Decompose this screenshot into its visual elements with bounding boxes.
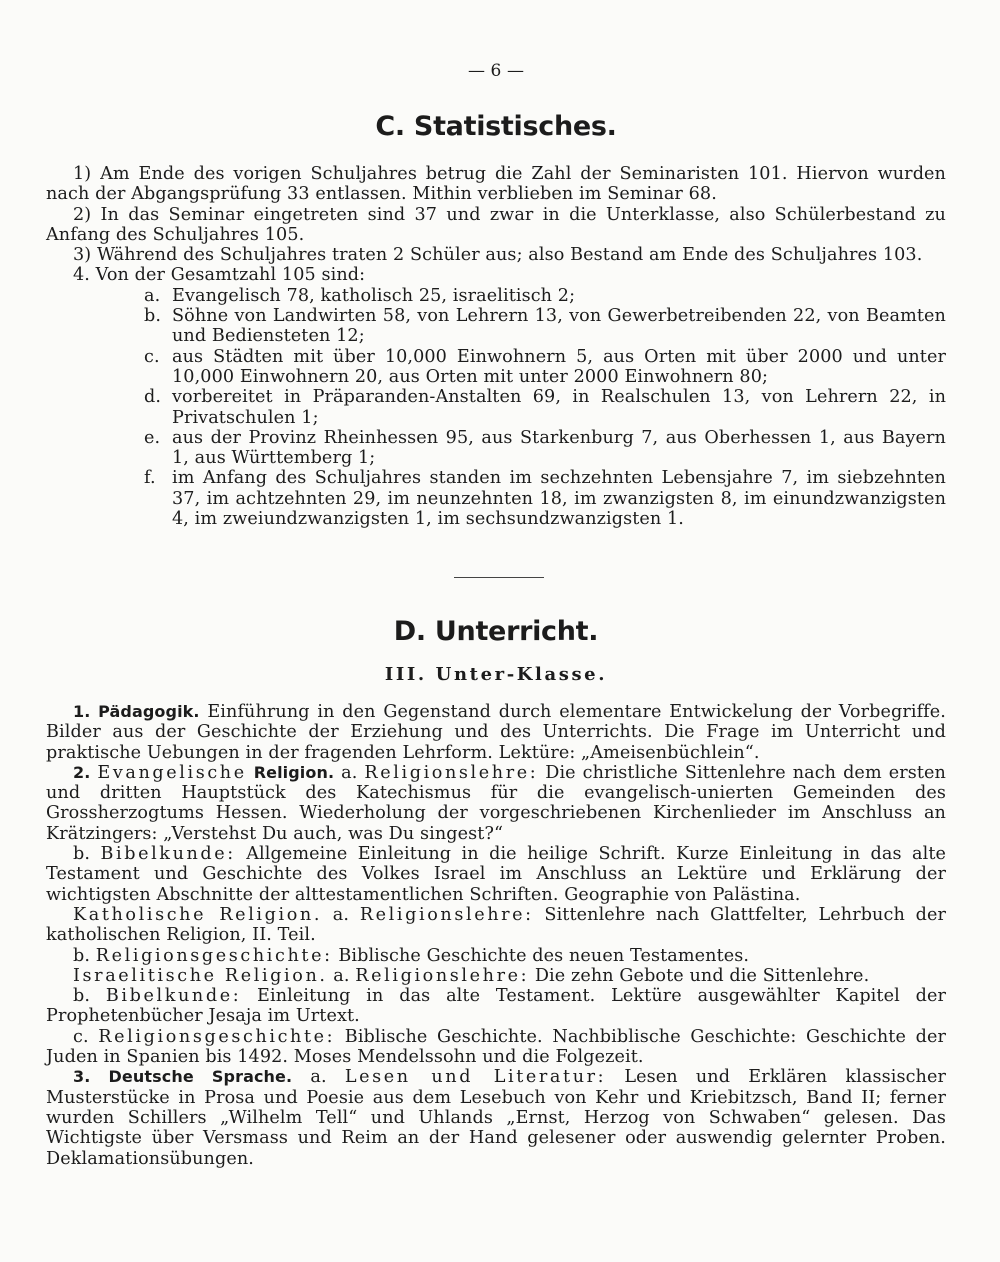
katholisch-text: Sittenlehre nach Glattfelter, Lehrbuch der katholischen Religion, II. Teil. (46, 904, 946, 946)
israelitisch-c-text: Biblische Geschichte. Nachbiblische Geschichte: Geschichte der Juden in Spanien bis 1492. Moses Mendelssohn und die Folgezeit. (46, 1026, 946, 1068)
deutsch-heading: 3. Deutsche Sprache. (73, 1067, 293, 1087)
bibelkunde-text: Allgemeine Einleitung in die heilige Schrift. Kurze Einleitung in das alte Testament und Geschichte des Volkes Israel im Anschluss an Lektüre und Erklärung der wichtigsten Abschnitte der alttestamentlichen Schriften. Geographie von Palästina. (46, 844, 946, 905)
katholisch-a-marker: a. (322, 904, 350, 925)
religion-paragraph (46, 763, 946, 844)
bibelkunde-label: Bibelkunde: (100, 844, 236, 865)
stat-item (46, 306, 946, 347)
israelitisch-b-marker: b. (73, 986, 91, 1007)
stat-item-label: c. (144, 346, 160, 367)
israelitisch-lehre-label: Religionslehre: (355, 965, 530, 986)
israelitisch-a-marker: a. (327, 965, 350, 986)
stat-item-text: Söhne von Landwirten 58, von Lehrern 13, von Gewerbetreibenden 22, von Beamten und Bediensteten 12; (172, 306, 946, 347)
israelitisch-b-paragraph (46, 986, 946, 1027)
katholisch-label: Katholische Religion. (73, 904, 323, 925)
stat-item-text: aus der Provinz Rheinhessen 95, aus Starkenburg 7, aus Oberhessen 1, aus Bayern 1, aus Württemberg 1; (172, 427, 946, 469)
lesen-literatur-label: Lesen und Literatur: (344, 1067, 607, 1088)
katholisch-geschichte-label: Religionsgeschichte: (95, 945, 333, 966)
katholisch-b-marker: b. (73, 945, 91, 966)
class-subheading: III. Unter-Klasse. (384, 664, 608, 685)
katholisch-b-paragraph (46, 946, 946, 966)
religion-heading: Religion. (253, 762, 335, 782)
religion-evangelisch-label: Evangelische (97, 762, 247, 783)
israelitisch-label: Israelitische Religion. (73, 965, 328, 986)
paedagogik-paragraph (46, 702, 946, 763)
stat-item-label: e. (144, 427, 161, 448)
deutsch-text: Lesen und Erklären klassischer Musterstücke in Prosa und Poesie aus dem Lesebuch von Kehr und Kriebitzsch, Band II; ferner wurden Schillers „Wilhelm Tell“ und Uhlands „Ernst, Herzog von Schwaben“ gelesen. Das Wichtigste über Versmass und Reim an der Hand gelesener oder auswendig gelernter Proben. Deklamationsübungen. (46, 1067, 946, 1169)
stat-item (46, 428, 946, 469)
religion-text: Die christliche Sittenlehre nach dem ersten und dritten Hauptstück des Katechismus für die evangelisch-unierten Gemeinden des Grossherzogtums Hessen. Wiederholung der vorgeschriebenen Kirchenlieder im Anschluss an Krätzingers: „Verstehst Du auch, was Du singest?“ (46, 762, 946, 844)
stat-paragraph-4: 4. Von der Gesamtzahl 105 sind: (73, 265, 366, 286)
stat-item (46, 387, 946, 428)
stat-paragraph-2: 2) In das Seminar eingetreten sind 37 und zwar in die Unterklasse, also Schülerbestand zu Anfang des Schuljahres 105. (46, 204, 946, 245)
israelitisch-c-paragraph (46, 1027, 946, 1068)
paedagogik-heading: 1. Pädagogik. (73, 702, 200, 721)
stat-item-text: aus Städten mit über 10,000 Einwohnern 5, aus Orten mit über 2000 und unter 10,000 Einwohnern 20, aus Orten mit unter 2000 Einwohnern 80; (172, 346, 946, 387)
stat-item-text: Evangelisch 78, katholisch 25, israelitisch 2; (172, 285, 576, 306)
israelitisch-geschichte-label: Religionsgeschichte: (98, 1026, 336, 1047)
stat-paragraph-3: 3) Während des Schuljahres traten 2 Schüler aus; also Bestand am Ende des Schuljahres 103. (73, 245, 923, 266)
stat-item (46, 347, 946, 388)
deutsch-paragraph (46, 1067, 946, 1168)
israelitisch-b-text: Einleitung in das alte Testament. Lektüre ausgewählter Kapitel der Prophetenbücher Jesaja im Urtext. (46, 986, 946, 1027)
section-d-heading: D. Unterricht. (393, 616, 599, 647)
religion-number: 2. (73, 762, 91, 782)
section-divider (454, 577, 544, 578)
stat-item-label: f. (144, 468, 156, 489)
stat-item-label: a. (144, 285, 161, 306)
katholisch-lehre-label: Religionslehre: (359, 904, 534, 925)
israelitisch-bibelkunde-label: Bibelkunde: (105, 986, 242, 1007)
stat-item-text: vorbereitet in Präparanden-Anstalten 69, in Realschulen 13, von Lehrern 22, in Privatschulen 1; (172, 387, 946, 428)
section-c-heading: C. Statistisches. (375, 111, 617, 142)
stat-item-label: b. (144, 306, 162, 327)
israelitisch-c-marker: c. (73, 1026, 89, 1047)
israelitisch-text: Die zehn Gebote und die Sittenlehre. (529, 965, 870, 986)
katholisch-b-text: Biblische Geschichte des neuen Testamentes. (332, 945, 750, 966)
religionslehre-label: Religionslehre: (364, 762, 539, 783)
religion-a-marker: a. (334, 762, 358, 783)
page-number: — 6 — (467, 61, 525, 81)
statistics-block (46, 164, 946, 529)
bibelkunde-paragraph (46, 844, 946, 905)
stat-paragraph-1: 1) Am Ende des vorigen Schuljahres betrug die Zahl der Seminaristen 101. Hiervon wurden nach der Abgangsprüfung 33 entlassen. Mithin verblieben im Seminar 68. (46, 164, 946, 205)
paedagogik-text: Einführung in den Gegenstand durch elementare Entwickelung der Vorbegriffe. Bilder aus der Geschichte der Erziehung und des Unterrichts. Die Frage im Unterricht und praktische Uebungen in der fragenden Lehrform. Lektüre: „Ameisenbüchlein“. (46, 702, 946, 763)
deutsch-a-marker: a. (292, 1067, 327, 1088)
bibelkunde-marker: b. (73, 844, 91, 865)
katholisch-paragraph (46, 905, 946, 946)
stat-item-text: im Anfang des Schuljahres standen im sechzehnten Lebensjahre 7, im siebzehnten 37, im achtzehnten 29, im neunzehnten 18, im zwanzigsten 8, im einundzwanzigsten 4, im zweiundzwanzigsten 1, im sechsundzwanzigsten 1. (172, 468, 946, 530)
curriculum-block (46, 702, 946, 1169)
stat-item (46, 468, 946, 529)
stat-item (46, 286, 946, 306)
stat-item-label: d. (144, 387, 162, 408)
israelitisch-paragraph (46, 966, 946, 986)
